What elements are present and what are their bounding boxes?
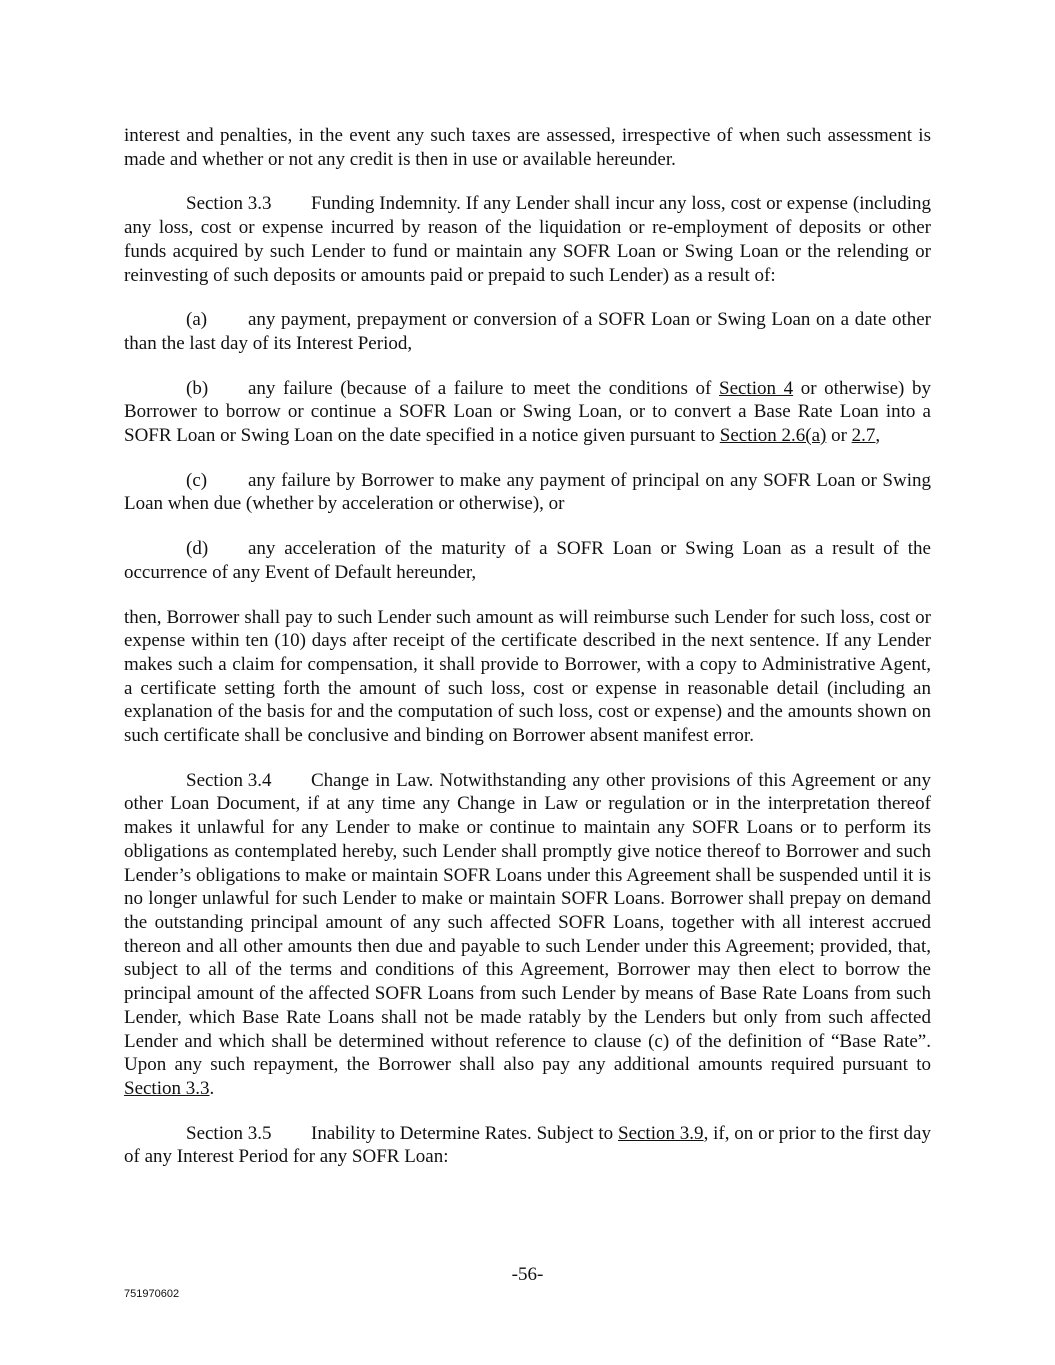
section-3-4-number: Section 3.4 [186, 769, 272, 791]
document-id: 751970602 [124, 1288, 180, 1300]
section-3-3-reference: Section 3.3 [124, 1077, 210, 1099]
then-paragraph [124, 606, 931, 748]
section-3-9-reference: Section 3.9 [618, 1122, 704, 1144]
clause-b-text-4: , [875, 425, 881, 447]
clause-a-label: (a) [186, 309, 208, 331]
section-3-5-number: Section 3.5 [186, 1122, 272, 1144]
clause-d-label: (d) [186, 538, 209, 560]
clause-d [124, 537, 931, 584]
clause-b [124, 377, 931, 448]
clause-b-text-3: or [826, 425, 852, 447]
section-3-3-text: If any Lender shall incur any loss, cost or expense (including any loss, cost or expense incurred by reason of the liquidation or re-employment of deposits or other funds acquired by such Lender to fund or maintain any SOFR Loan or Swing Loan or the relending or reinvesting of such deposits or amounts paid or prepaid to such Lender) as a result of: [124, 193, 931, 286]
section-3-5-title: Inability to Determine Rates. [311, 1122, 532, 1144]
clause-a-text: any payment, prepayment or conversion of a SOFR Loan or Swing Loan on a date other than the last day of its Interest Period, [124, 309, 931, 354]
section-2-7-reference: 2.7 [851, 425, 876, 447]
clause-b-text-2: or otherwise) by Borrower to borrow or continue a SOFR Loan or Swing Loan, or to convert a Base Rate Loan into a SOFR Loan or Swing Loan on the date specified in a notice given pursuant to [124, 377, 931, 447]
clause-c-text: any failure by Borrower to make any payment of principal on any SOFR Loan or Swing Loan when due (whether by acceleration or otherwise), or [124, 469, 931, 515]
section-3-3 [124, 192, 931, 287]
section-2-6a-reference: Section 2.6(a) [719, 425, 827, 447]
section-3-4-title: Change in Law. [311, 769, 434, 791]
clause-c [124, 469, 931, 516]
section-3-4 [124, 769, 931, 1101]
section-3-5-text-1: Subject to [531, 1122, 618, 1144]
section-3-5 [124, 1122, 931, 1169]
clause-c-label: (c) [186, 469, 208, 491]
document-page [124, 124, 931, 1190]
page-number: -56- [511, 1264, 544, 1285]
clause-d-text: any acceleration of the maturity of a SOFR Loan or Swing Loan as a result of the occurrence of any Event of Default hereunder, [124, 538, 931, 583]
intro-paragraph [124, 124, 931, 171]
section-3-5-text-2: , if, on or prior to the first day of any Interest Period for any SOFR Loan: [124, 1122, 931, 1168]
then-text: then, Borrower shall pay to such Lender such amount as will reimburse such Lender for such loss, cost or expense within ten (10) days after receipt of the certificate described in the next sentence. If any Lender makes such a claim for compensation, it shall provide to Borrower, with a copy to Administrative Agent, a certificate setting forth the amount of such loss, cost or expense in reasonable detail (including an explanation of the basis for and the computation of such loss, cost or expense) and the amounts shown on such certificate shall be conclusive and binding on Borrower absent manifest error. [124, 606, 931, 747]
section-3-4-end: . [209, 1077, 215, 1099]
clause-b-text-1: any failure (because of a failure to meet the conditions of [248, 377, 719, 399]
intro-text: interest and penalties, in the event any such taxes are assessed, irrespective of when such assessment is made and whether or not any credit is then in use or available hereunder. [124, 125, 931, 170]
section-3-3-number: Section 3.3 [186, 193, 272, 215]
section-4-reference: Section 4 [719, 377, 794, 399]
section-3-3-title: Funding Indemnity. [311, 193, 461, 215]
clause-b-label: (b) [186, 377, 209, 399]
clause-a [124, 308, 931, 355]
section-3-4-text: Notwithstanding any other provisions of this Agreement or any other Loan Document, if at any time any Change in Law or regulation or in the interpretation thereof makes it unlawful for any Lender to make or continue to maintain any SOFR Loans or to perform its obligations as contemplated hereby, such Lender shall promptly give notice thereof to Borrower and such Lender’s obligations to make or maintain SOFR Loans under this Agreement shall be suspended until it is no longer unlawful for such Lender to make or maintain SOFR Loans. Borrower shall prepay on demand the outstanding principal amount of any such affected SOFR Loans, together with all interest accrued thereon and all other amounts then due and payable to such Lender under this Agreement; provided, that, subject to all of the terms and conditions of this Agreement, Borrower may then elect to borrow the principal amount of the affected SOFR Loans from such Lender by means of Base Rate Loans from such Lender, which Base Rate Loans shall not be made ratably by the Lenders but only from such affected Lender and which shall be determined without reference to clause (c) of the definition of “Base Rate”. Upon any such repayment, the Borrower shall also pay any additional amounts required pursuant to [124, 769, 931, 1076]
